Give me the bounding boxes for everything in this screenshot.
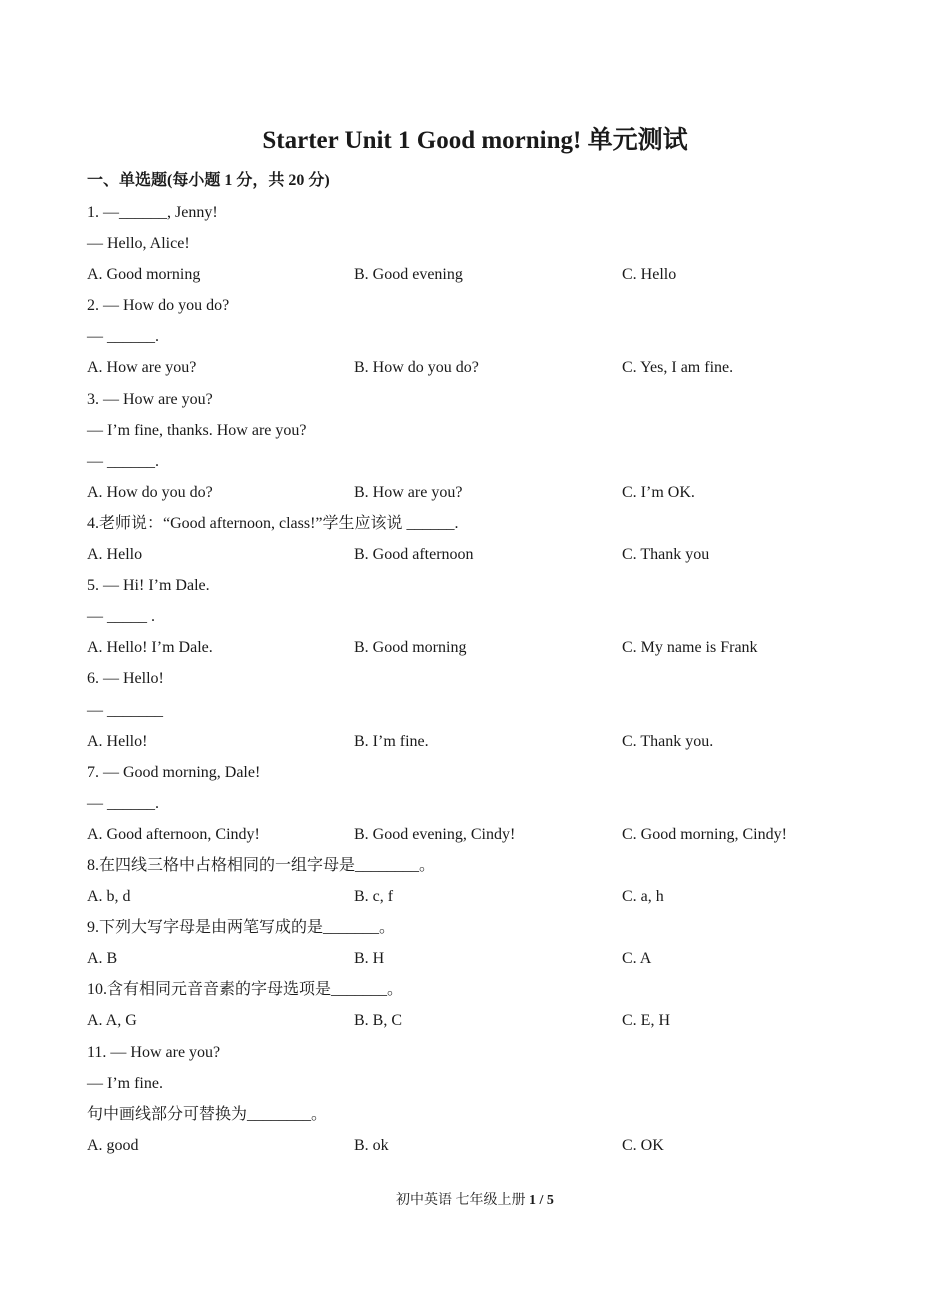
question-line: — I’m fine, thanks. How are you? — [87, 421, 307, 439]
question-stem: 4.老师说：“Good afternoon, class!”学生应该说 ______. — [87, 514, 459, 532]
option-a: A. B — [87, 950, 118, 968]
option-b: B. H — [354, 950, 385, 968]
footer-page-number: 1 / 5 — [529, 1193, 554, 1208]
option-b: B. Good evening, Cindy! — [354, 825, 516, 843]
option-c: C. Good morning, Cindy! — [622, 825, 787, 843]
option-c: C. Hello — [622, 266, 677, 284]
answer-options — [87, 259, 887, 290]
option-a: A. good — [87, 1136, 139, 1154]
question-block — [87, 757, 887, 850]
option-c: C. Thank you. — [622, 732, 714, 750]
question-stem: 1. —______, Jenny! — [87, 204, 218, 221]
answer-options — [87, 881, 887, 912]
option-b: B. ok — [354, 1136, 389, 1154]
question-stem: 10.含有相同元音音素的字母选项是_______。 — [87, 981, 404, 999]
question-stem: 5. — Hi! I’m Dale. — [87, 577, 210, 595]
section-heading: 一、单选题(每小题 1 分，共 20 分) — [87, 172, 330, 189]
question-line: — ______. — [87, 328, 159, 346]
question-block — [87, 663, 887, 756]
question-block — [87, 1037, 887, 1161]
question-line: — _______ — [87, 701, 163, 719]
option-a: A. Good morning — [87, 266, 201, 284]
option-a: A. b, d — [87, 888, 131, 906]
question-block — [87, 570, 887, 663]
footer-subject: 初中英语 七年级上册 — [396, 1193, 526, 1208]
question-stem: 6. — Hello! — [87, 670, 164, 688]
option-a: A. A, G — [87, 1012, 137, 1030]
option-a: A. Hello! — [87, 732, 148, 750]
option-a: A. Hello! I’m Dale. — [87, 639, 213, 657]
question-block — [87, 290, 887, 383]
option-b: B. How do you do? — [354, 359, 479, 377]
question-line: — _____ . — [87, 608, 155, 626]
answer-options — [87, 1130, 887, 1161]
option-b: B. How are you? — [354, 483, 463, 501]
option-a: A. Good afternoon, Cindy! — [87, 825, 260, 843]
option-c: C. Yes, I am fine. — [622, 359, 734, 377]
option-b: B. Good afternoon — [354, 546, 474, 564]
question-list — [87, 197, 887, 1161]
question-stem: 2. — How do you do? — [87, 297, 230, 315]
option-b: B. Good evening — [354, 266, 463, 284]
option-c: C. My name is Frank — [622, 639, 758, 657]
answer-options — [87, 819, 887, 850]
page-footer — [0, 1190, 950, 1212]
page-title: Starter Unit 1 Good morning! 单元测试 — [262, 127, 688, 154]
option-b: B. I’m fine. — [354, 732, 429, 750]
answer-options — [87, 352, 887, 383]
option-a: A. Hello — [87, 546, 143, 564]
answer-options — [87, 477, 887, 508]
option-b: B. B, C — [354, 1012, 403, 1030]
option-a: A. How are you? — [87, 359, 197, 377]
answer-options — [87, 943, 887, 974]
option-b: B. Good morning — [354, 639, 467, 657]
question-line: — I’m fine. — [87, 1074, 163, 1092]
question-stem: 7. — Good morning, Dale! — [87, 763, 261, 781]
option-c: C. Thank you — [622, 546, 710, 564]
question-block — [87, 850, 887, 912]
question-block — [87, 197, 887, 290]
answer-options — [87, 726, 887, 757]
question-stem: 11. — How are you? — [87, 1043, 221, 1061]
option-c: C. a, h — [622, 888, 664, 906]
option-c: C. E, H — [622, 1012, 670, 1030]
answer-options — [87, 539, 887, 570]
option-a: A. How do you do? — [87, 483, 213, 501]
question-line: — Hello, Alice! — [87, 235, 190, 253]
option-c: C. OK — [622, 1136, 664, 1154]
question-stem: 9.下列大写字母是由两笔写成的是_______。 — [87, 919, 396, 937]
question-block — [87, 912, 887, 974]
question-stem: 8.在四线三格中占格相同的一组字母是________。 — [87, 856, 436, 874]
option-c: C. I’m OK. — [622, 483, 695, 501]
question-block — [87, 384, 887, 508]
question-block — [87, 508, 887, 570]
question-stem: 3. — How are you? — [87, 390, 213, 408]
answer-options — [87, 1005, 887, 1036]
question-line: — ______. — [87, 794, 159, 812]
option-c: C. A — [622, 950, 652, 968]
option-b: B. c, f — [354, 888, 394, 906]
question-block — [87, 974, 887, 1036]
question-line: — ______. — [87, 452, 159, 470]
question-line: 句中画线部分可替换为________。 — [87, 1105, 328, 1123]
answer-options — [87, 632, 887, 663]
